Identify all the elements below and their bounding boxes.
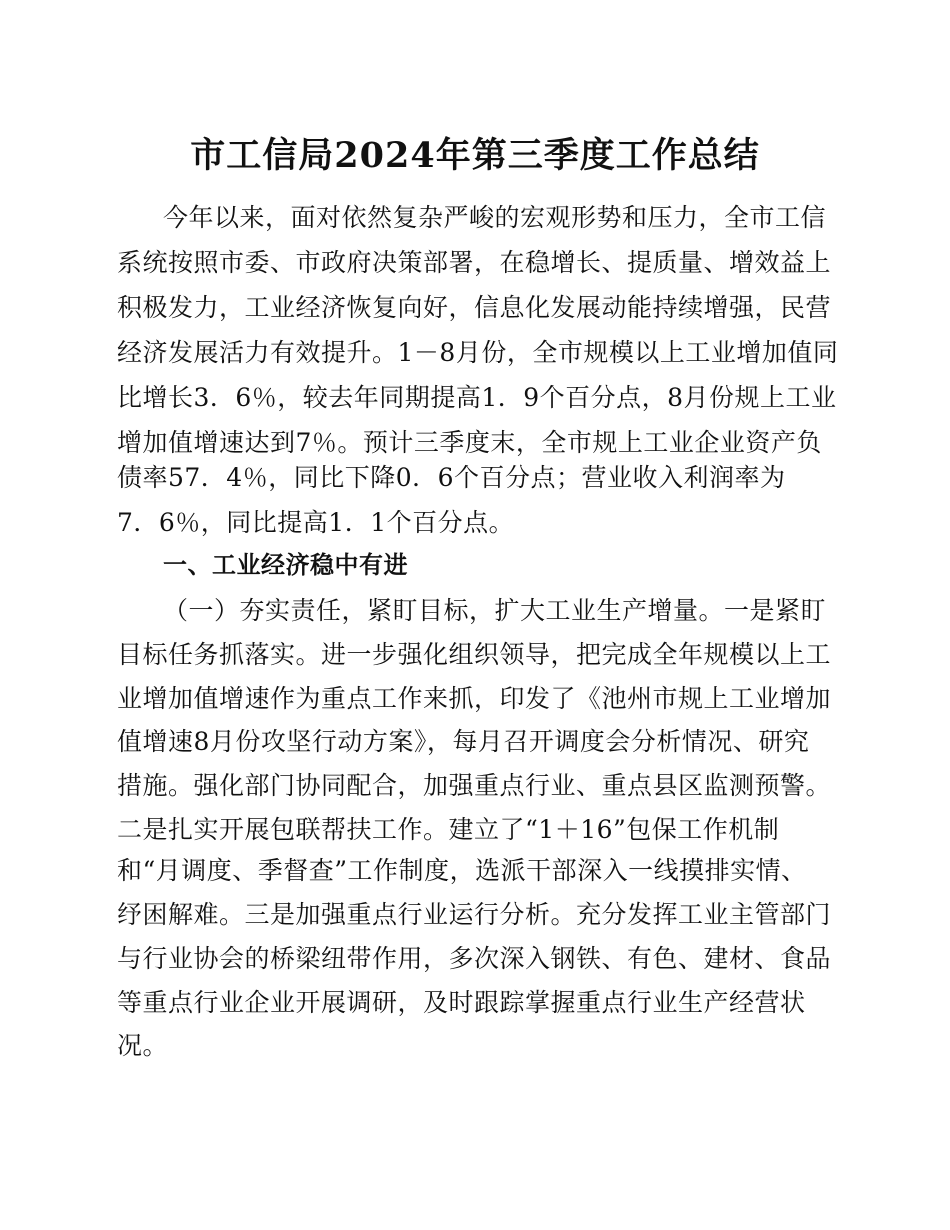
section-line: 措施。强化部门协同配合，加强重点行业、重点县区监测预警。 <box>117 771 832 800</box>
section-line: 况。 <box>117 1031 169 1060</box>
section-line: 二是扎实开展包联帮扶工作。建立了“1＋16”包保工作机制 <box>117 815 780 844</box>
intro-line: 债率57．4％，同比下降0．6个百分点；营业收入利润率为 <box>117 463 786 492</box>
page-title: 市工信局2024年第三季度工作总结 <box>190 135 760 176</box>
intro-line: 系统按照市委、市政府决策部署，在稳增长、提质量、增效益上 <box>117 248 832 277</box>
intro-line: 增加值增速达到7％。预计三季度末，全市规上工业企业资产负 <box>117 428 822 457</box>
section-heading: 一、工业经济稳中有进 <box>163 551 408 579</box>
intro-line: 今年以来，面对依然复杂严峻的宏观形势和压力，全市工信 <box>163 203 827 232</box>
section-line: 目标任务抓落实。进一步强化组织领导，把完成全年规模以上工 <box>117 640 832 669</box>
intro-line: 7．6％，同比提高1．1个百分点。 <box>117 508 515 537</box>
intro-line: 比增长3．6％，较去年同期提高1．9个百分点，8月份规上工业 <box>117 383 837 412</box>
section-line: 与行业协会的桥梁纽带作用，多次深入钢铁、有色、建材、食品 <box>117 944 832 973</box>
intro-line: 积极发力，工业经济恢复向好，信息化发展动能持续增强，民营 <box>117 293 832 322</box>
section-line: 业增加值增速作为重点工作来抓，印发了《池州市规上工业增加 <box>117 684 832 713</box>
section-line: 值增速8月份攻坚行动方案》，每月召开调度会分析情况、研究 <box>117 727 810 756</box>
section-line: （一）夯实责任，紧盯目标，扩大工业生产增量。一是紧盯 <box>163 596 827 625</box>
intro-line: 经济发展活力有效提升。1－8月份，全市规模以上工业增加值同 <box>117 338 839 367</box>
section-line: 纾困解难。三是加强重点行业运行分析。充分发挥工业主管部门 <box>117 900 832 929</box>
section-line: 等重点行业企业开展调研，及时跟踪掌握重点行业生产经营状 <box>117 988 806 1017</box>
section-line: 和“月调度、季督查”工作制度，选派干部深入一线摸排实情、 <box>117 856 807 885</box>
